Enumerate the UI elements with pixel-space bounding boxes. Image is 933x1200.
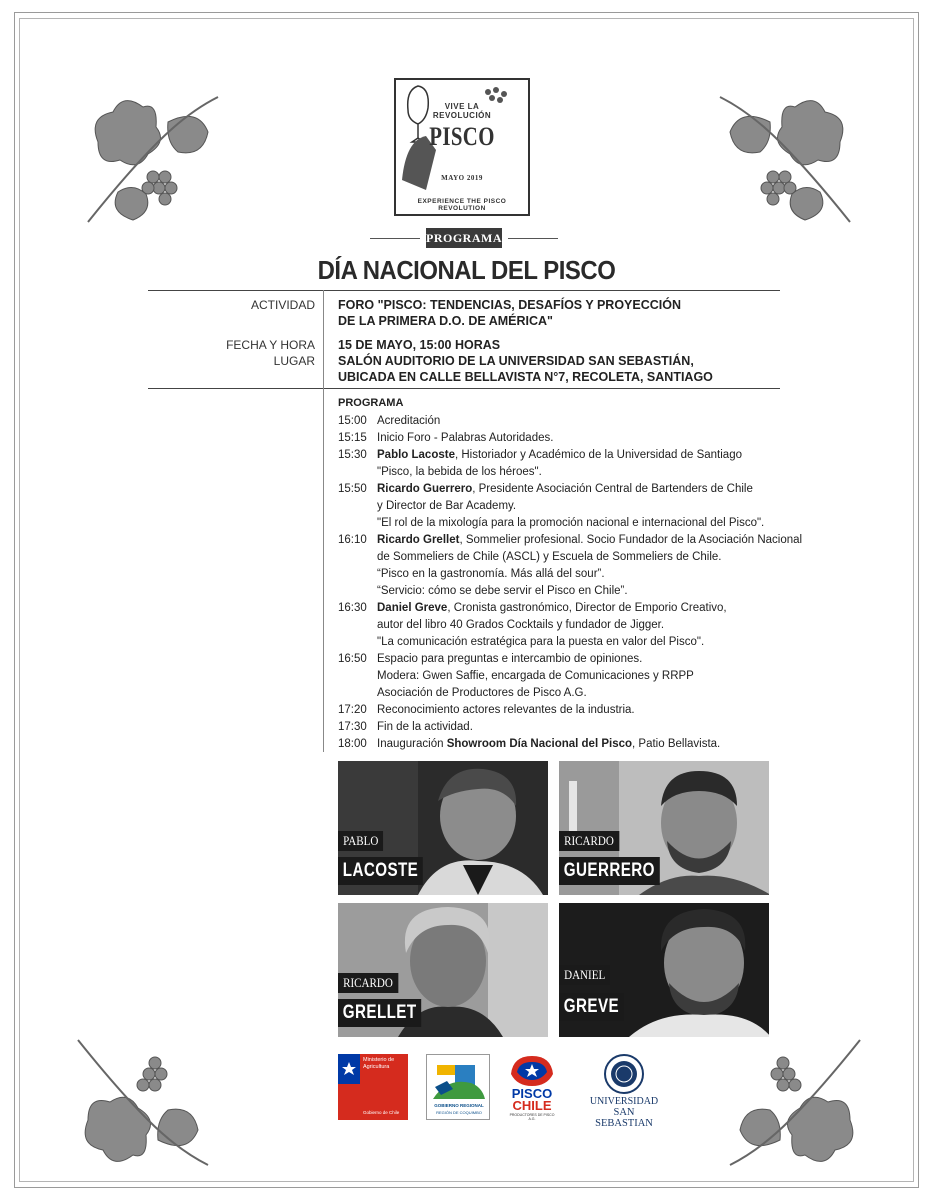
- uss-text-1: UNIVERSIDAD: [589, 1096, 659, 1107]
- schedule-description: [377, 447, 788, 464]
- speaker-photo-guerrero: [559, 761, 769, 895]
- logo-tagline: EXPERIENCE THE PISCO REVOLUTION: [417, 198, 507, 212]
- schedule-description: [377, 600, 788, 617]
- schedule-row: [338, 634, 788, 651]
- schedule-text: , Historiador y Académico de la Universidad de Santiago: [454, 449, 742, 461]
- schedule-text: “Pisco en la gastronomía. Más allá del sour”.: [377, 568, 605, 580]
- schedule-title: PROGRAMA: [338, 397, 404, 409]
- ministerio-agricultura-logo: [338, 1054, 408, 1120]
- schedule-time: 15:50: [338, 483, 367, 495]
- schedule-description: [377, 583, 788, 600]
- speaker-first-name: RICARDO: [559, 831, 619, 851]
- lugar-label: LUGAR: [273, 354, 315, 368]
- gore-text-2: REGIÓN DE COQUIMBO: [436, 1110, 482, 1115]
- minagri-text-1: Ministerio de: [363, 1057, 395, 1063]
- schedule-time: [338, 685, 377, 702]
- schedule-text: , Sommelier profesional. Socio Fundador de la Asociación Nacional: [459, 534, 803, 546]
- schedule-text: y Director de Bar Academy.: [377, 500, 517, 512]
- schedule-text: , Cronista gastronómico, Director de Emporio Creativo,: [447, 602, 727, 614]
- speaker-name: Daniel Greve: [377, 602, 448, 614]
- speaker-name: Pablo Lacoste: [377, 449, 455, 461]
- schedule-row: [338, 447, 788, 464]
- schedule-time: [338, 668, 377, 685]
- speaker-first-name: PABLO: [338, 831, 383, 851]
- speaker-last-name: GRELLET: [338, 999, 421, 1027]
- schedule-description: [377, 549, 788, 566]
- schedule-description: [377, 685, 788, 702]
- schedule-text: Acreditación: [377, 415, 441, 427]
- schedule-text: , Patio Bellavista.: [632, 738, 721, 750]
- speaker-first-name: DANIEL: [559, 965, 610, 985]
- schedule-row: [338, 566, 788, 583]
- pisco-chile-text-2: CHILE: [512, 1098, 552, 1113]
- schedule-description: [377, 464, 788, 481]
- schedule-time: [338, 498, 377, 515]
- grape-ornament-top-left: [78, 82, 228, 232]
- actividad-value-2: DE LA PRIMERA D.O. DE AMÉRICA": [338, 314, 553, 328]
- schedule-text: "El rol de la mixología para la promoción nacional e internacional del Pisco".: [377, 517, 765, 529]
- schedule-text: Modera: Gwen Saffie, encargada de Comunicaciones y RRPP: [377, 670, 694, 682]
- schedule-time: 17:20: [338, 704, 367, 716]
- schedule-description: [377, 566, 788, 583]
- schedule-description: [377, 736, 788, 753]
- gobierno-regional-logo: [426, 1054, 490, 1120]
- schedule-row: [338, 549, 788, 566]
- schedule-text: Inauguración: [377, 738, 447, 750]
- schedule-time: 16:50: [338, 653, 367, 665]
- schedule-row: [338, 685, 788, 702]
- schedule-row: [338, 736, 788, 753]
- schedule-time: [338, 464, 377, 481]
- schedule-description: [377, 651, 788, 668]
- logo-month: MAYO 2019: [441, 174, 483, 182]
- schedule-description: [377, 515, 788, 532]
- schedule-time: 15:30: [338, 449, 367, 461]
- schedule-text: Asociación de Productores de Pisco A.G.: [377, 687, 587, 699]
- universidad-san-sebastian-logo: [584, 1054, 664, 1129]
- logo-brand: PISCO: [429, 122, 495, 151]
- actividad-value-1: FORO "PISCO: TENDENCIAS, DESAFÍOS Y PROYECCIÓN: [338, 298, 682, 312]
- schedule-row: [338, 498, 788, 515]
- schedule-text: "Pisco, la bebida de los héroes".: [377, 466, 542, 478]
- speaker-photo-lacoste: [338, 761, 548, 895]
- speaker-photo-grellet: [338, 903, 548, 1037]
- grape-ornament-bottom-right: [720, 1030, 870, 1180]
- schedule-description: [377, 719, 788, 736]
- schedule-row: [338, 668, 788, 685]
- speaker-photo-greve: [559, 903, 769, 1037]
- fecha-value: 15 DE MAYO, 15:00 HORAS: [338, 338, 501, 352]
- schedule-text: de Sommeliers de Chile (ASCL) y Escuela de Sommeliers de Chile.: [377, 551, 722, 563]
- schedule-time: 17:30: [338, 721, 367, 733]
- schedule-text: autor del libro 40 Grados Cocktails y fundador de Jigger.: [377, 619, 665, 631]
- schedule-text: Espacio para preguntas e intercambio de opiniones.: [377, 653, 643, 665]
- schedule-text: Fin de la actividad.: [377, 721, 473, 733]
- logo-line1: VIVE LA: [444, 102, 480, 111]
- schedule-time: [338, 549, 377, 566]
- schedule-time: 15:15: [338, 432, 367, 444]
- rule-vertical-schedule: [323, 388, 324, 752]
- speaker-last-name: GUERRERO: [559, 857, 660, 885]
- schedule-description: [377, 702, 788, 719]
- schedule-time: [338, 634, 377, 651]
- schedule-row: [338, 430, 788, 447]
- lugar-value-2: UBICADA EN CALLE BELLAVISTA N°7, RECOLETA, SANTIAGO: [338, 370, 713, 384]
- speaker-name: Ricardo Guerrero: [377, 483, 473, 495]
- pisco-revolution-logo: [394, 78, 530, 216]
- speaker-last-name: GREVE: [559, 993, 624, 1021]
- speaker-name: Showroom Día Nacional del Pisco: [446, 738, 633, 750]
- schedule-time: [338, 566, 377, 583]
- pisco-chile-text-3: PRODUCTORES DE PISCO A.G.: [509, 1113, 555, 1121]
- schedule-row: [338, 617, 788, 634]
- pisco-chile-text-1: PISCO: [511, 1086, 553, 1101]
- schedule-text: , Presidente Asociación Central de Bartenders de Chile: [472, 483, 753, 495]
- schedule-row: [338, 481, 788, 498]
- schedule-text: "La comunicación estratégica para la puesta en valor del Pisco".: [377, 636, 705, 648]
- schedule-row: [338, 651, 788, 668]
- schedule-time: 15:00: [338, 415, 367, 427]
- divider-right: [508, 238, 558, 239]
- schedule-row: [338, 464, 788, 481]
- schedule-description: [377, 430, 788, 447]
- gore-text-1: GOBIERNO REGIONAL: [434, 1103, 484, 1108]
- minagri-text-2: Agricultura: [363, 1064, 390, 1070]
- schedule-time: [338, 583, 377, 600]
- page-title: DÍA NACIONAL DEL PISCO: [317, 255, 616, 285]
- rule-vertical-info: [323, 290, 324, 388]
- rule-top: [148, 290, 780, 291]
- schedule-description: [377, 668, 788, 685]
- fecha-label: FECHA Y HORA: [226, 338, 315, 352]
- programa-tag: PROGRAMA: [426, 228, 502, 248]
- grape-ornament-bottom-left: [68, 1030, 218, 1180]
- schedule-description: [377, 532, 802, 549]
- schedule-text: “Servicio: cómo se debe servir el Pisco en Chile”.: [377, 585, 628, 597]
- schedule-text: Inicio Foro - Palabras Autoridades.: [377, 432, 554, 444]
- actividad-label: ACTIVIDAD: [250, 298, 315, 312]
- schedule-time: 16:10: [338, 534, 367, 546]
- schedule-description: [377, 634, 788, 651]
- schedule-row: [338, 600, 788, 617]
- schedule-row: [338, 532, 803, 549]
- minagri-text-3: Gobierno de Chile: [363, 1110, 400, 1115]
- speaker-name: Ricardo Grellet: [377, 534, 460, 546]
- schedule-description: [377, 481, 788, 498]
- schedule-time: [338, 515, 377, 532]
- schedule-list: [338, 413, 803, 753]
- speaker-last-name: LACOSTE: [338, 857, 423, 885]
- lugar-value-1: SALÓN AUDITORIO DE LA UNIVERSIDAD SAN SEBASTIÁN,: [338, 354, 694, 368]
- schedule-description: [377, 617, 788, 634]
- divider-left: [370, 238, 420, 239]
- schedule-time: [338, 617, 377, 634]
- schedule-description: [377, 498, 788, 515]
- grape-ornament-top-right: [710, 82, 860, 232]
- uss-text-2: SAN SEBASTIAN: [595, 1107, 653, 1129]
- schedule-description: [377, 413, 788, 430]
- schedule-text: Reconocimiento actores relevantes de la industria.: [377, 704, 635, 716]
- schedule-row: [338, 413, 788, 430]
- rule-middle: [148, 388, 780, 389]
- schedule-row: [338, 719, 788, 736]
- speaker-first-name: RICARDO: [338, 973, 398, 993]
- schedule-row: [338, 515, 788, 532]
- schedule-time: 18:00: [338, 738, 367, 750]
- schedule-time: 16:30: [338, 602, 367, 614]
- pisco-chile-logo: [507, 1054, 557, 1120]
- schedule-row: [338, 583, 788, 600]
- logo-line2: REVOLUCIÓN: [432, 111, 492, 120]
- schedule-row: [338, 702, 788, 719]
